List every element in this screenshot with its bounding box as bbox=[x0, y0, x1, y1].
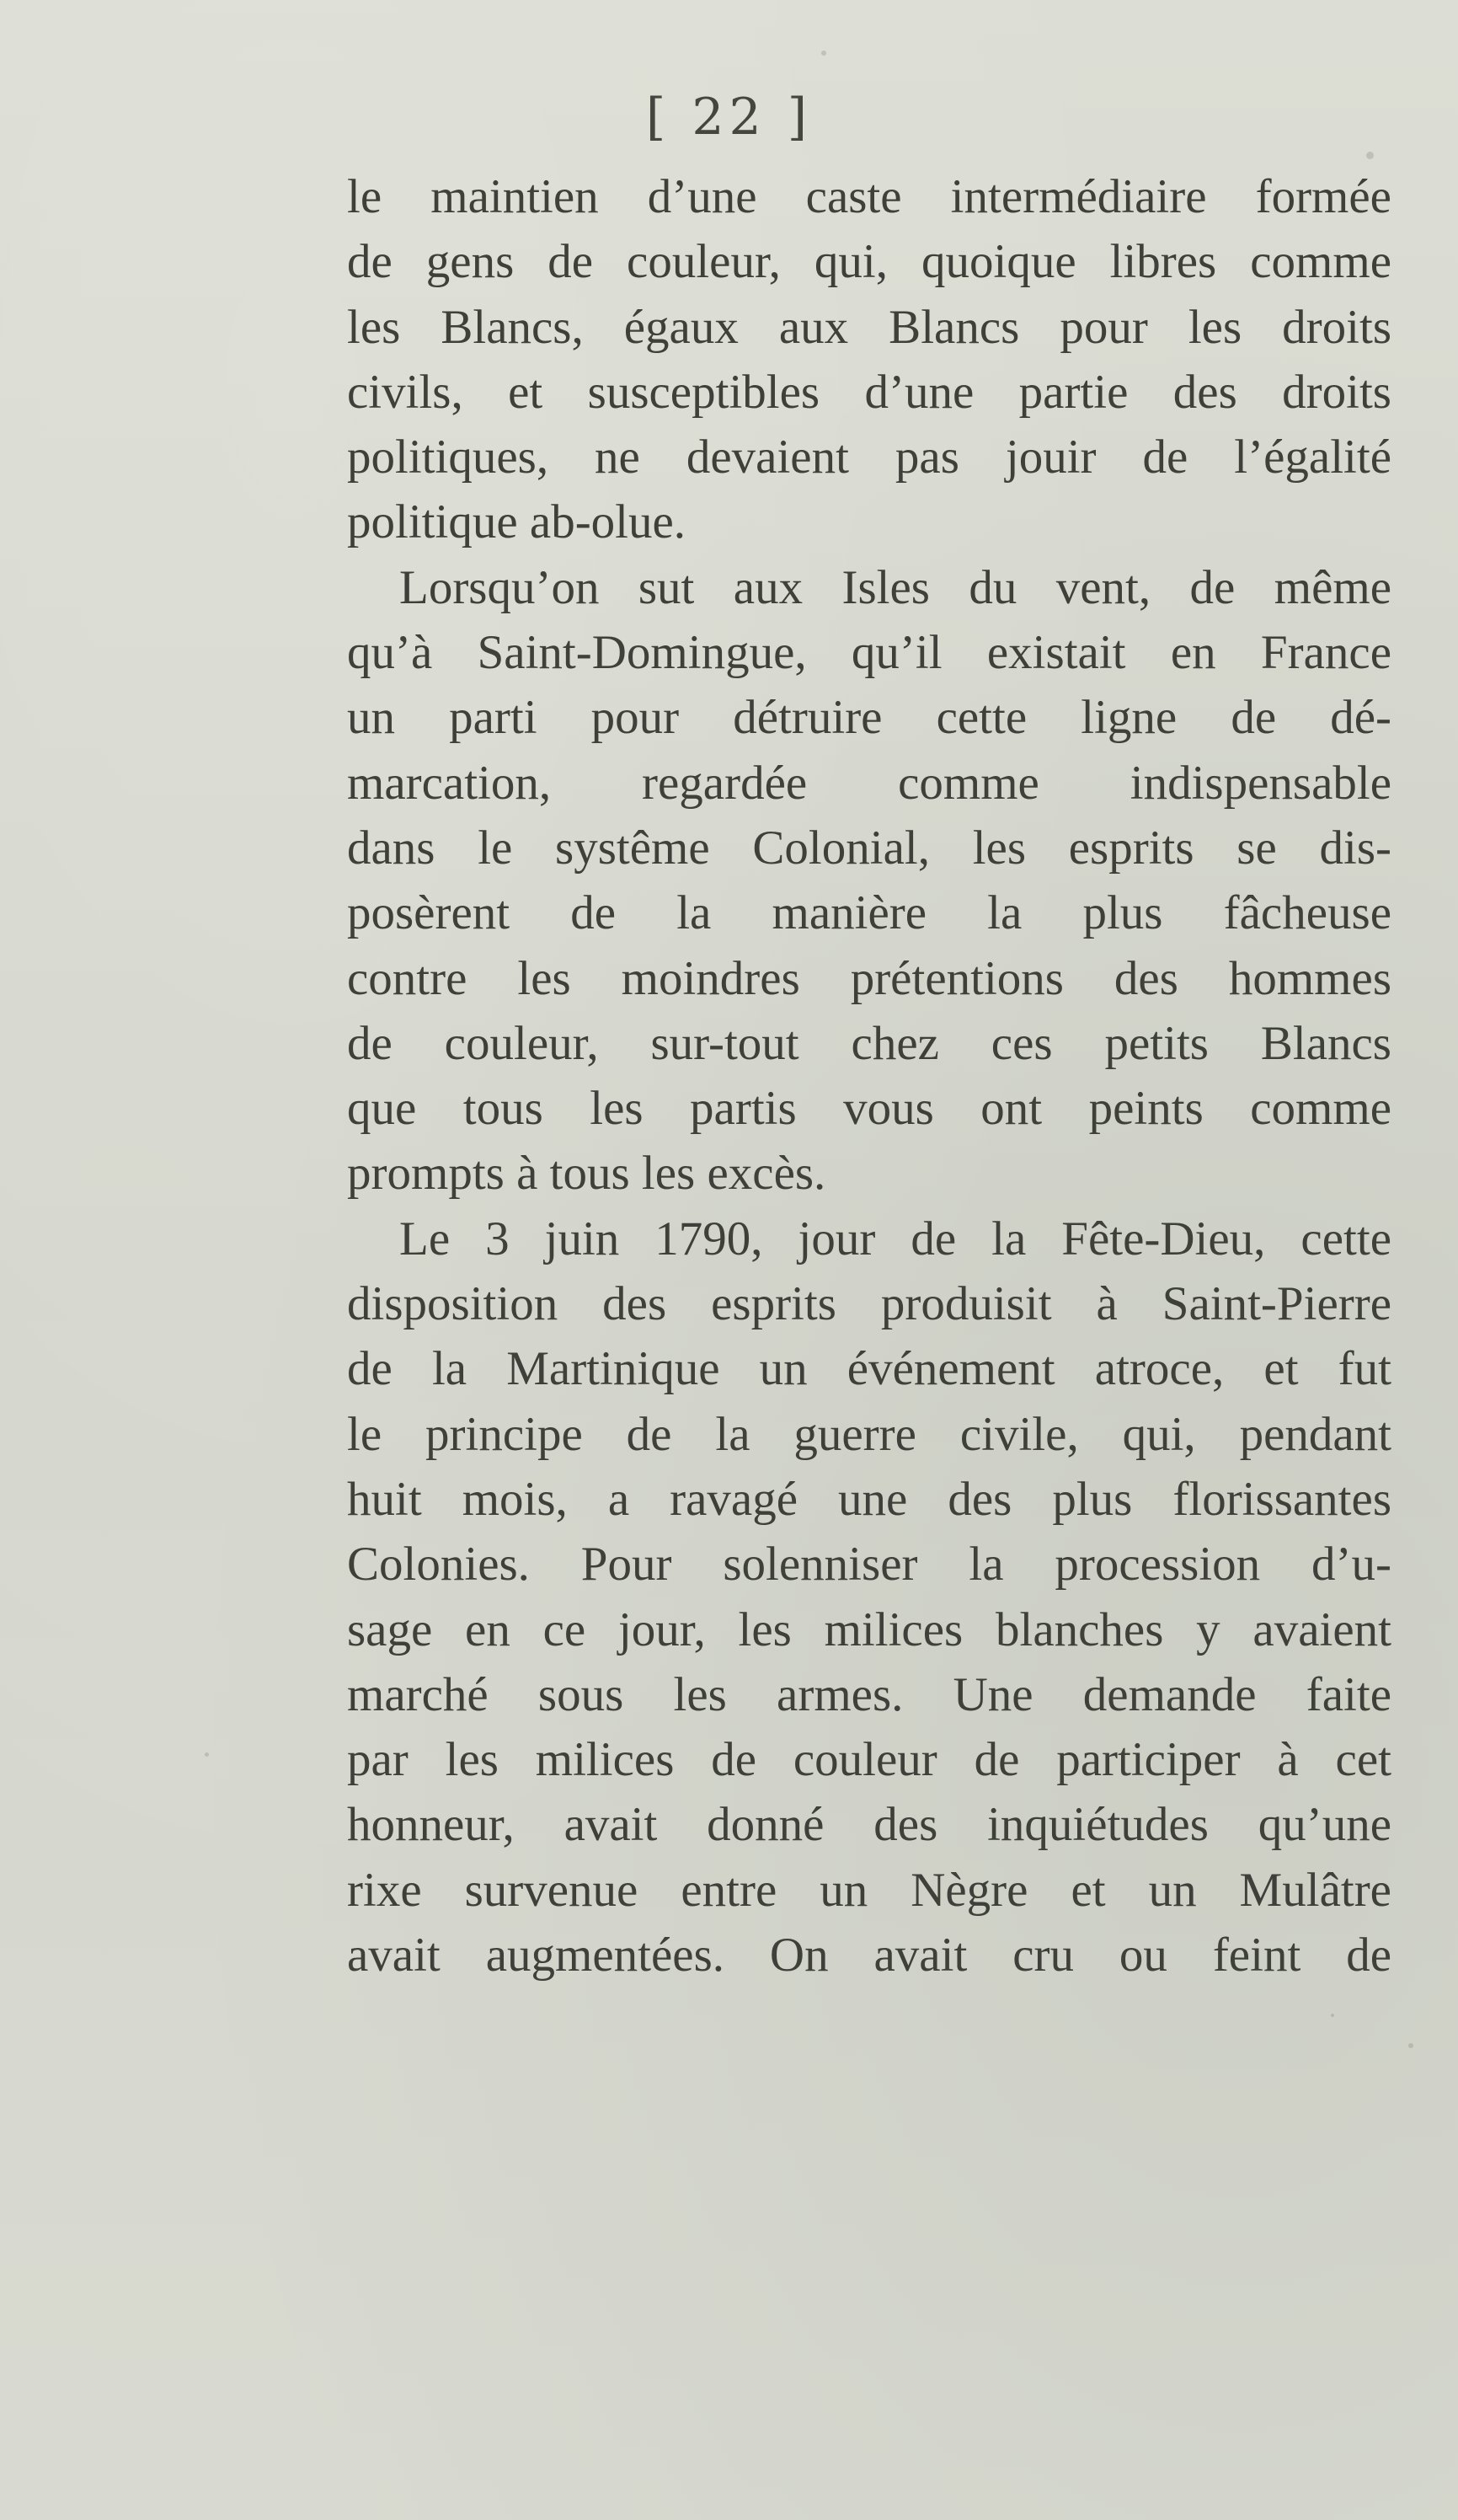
text-line: contre les moindres prétentions des hommes bbox=[347, 951, 1391, 1005]
paper-speck bbox=[821, 51, 826, 56]
text-line: les Blancs, égaux aux Blancs pour les droits bbox=[347, 300, 1391, 354]
text-line: honneur, avait donné des inquiétudes qu’une bbox=[347, 1798, 1391, 1852]
paper-speck bbox=[205, 1752, 209, 1757]
text-line: sage en ce jour, les milices blanches y avaient bbox=[347, 1602, 1391, 1656]
text-line: le principe de la guerre civile, qui, pendant bbox=[347, 1407, 1391, 1461]
text-line: de couleur, sur-tout chez ces petits Blancs bbox=[347, 1016, 1391, 1070]
text-line: le maintien d’une caste intermédiaire formée bbox=[347, 170, 1391, 223]
text-line: marcation, regardée comme indispensable bbox=[347, 756, 1391, 810]
text-line: Lorsqu’on sut aux Isles du vent, de même bbox=[399, 560, 1391, 614]
body-text bbox=[347, 164, 1391, 1988]
paper-speck bbox=[1408, 2043, 1413, 2048]
text-line: qu’à Saint-Domingue, qu’il existait en France bbox=[347, 626, 1391, 680]
text-line: civils, et susceptibles d’une partie des droits bbox=[347, 365, 1391, 419]
text-line: rixe survenue entre un Nègre et un Mulâtre bbox=[347, 1863, 1391, 1917]
text-line: posèrent de la manière la plus fâcheuse bbox=[347, 886, 1391, 940]
text-line: de gens de couleur, qui, quoique libres comme bbox=[347, 235, 1391, 289]
text-line: huit mois, a ravagé une des plus florissantes bbox=[347, 1472, 1391, 1526]
text-line: par les milices de couleur de participer à cet bbox=[347, 1733, 1391, 1787]
text-line: avait augmentées. On avait cru ou feint de bbox=[347, 1929, 1391, 1982]
text-line: un parti pour détruire cette ligne de dé- bbox=[347, 691, 1391, 745]
text-line: Le 3 juin 1790, jour de la Fête-Dieu, cette bbox=[399, 1212, 1391, 1265]
text-line: politiques, ne devaient pas jouir de l’égalité bbox=[347, 431, 1391, 484]
text-line: prompts à tous les excès. bbox=[347, 1147, 826, 1201]
paper-speck bbox=[1366, 152, 1374, 159]
text-line: de la Martinique un événement atroce, et fut bbox=[347, 1342, 1391, 1396]
text-line: Colonies. Pour solenniser la procession d’u- bbox=[347, 1538, 1391, 1592]
text-line: que tous les partis vous ont peints comme bbox=[347, 1082, 1391, 1136]
page-number: [ 22 ] bbox=[645, 88, 813, 147]
text-line: politique ab-olue. bbox=[347, 495, 686, 549]
text-line: disposition des esprits produisit à Saint-Pierre bbox=[347, 1277, 1391, 1331]
text-line: marché sous les armes. Une demande faite bbox=[347, 1667, 1391, 1721]
text-line: dans le systême Colonial, les esprits se dis- bbox=[347, 821, 1391, 875]
paper-speck bbox=[1331, 2014, 1334, 2017]
